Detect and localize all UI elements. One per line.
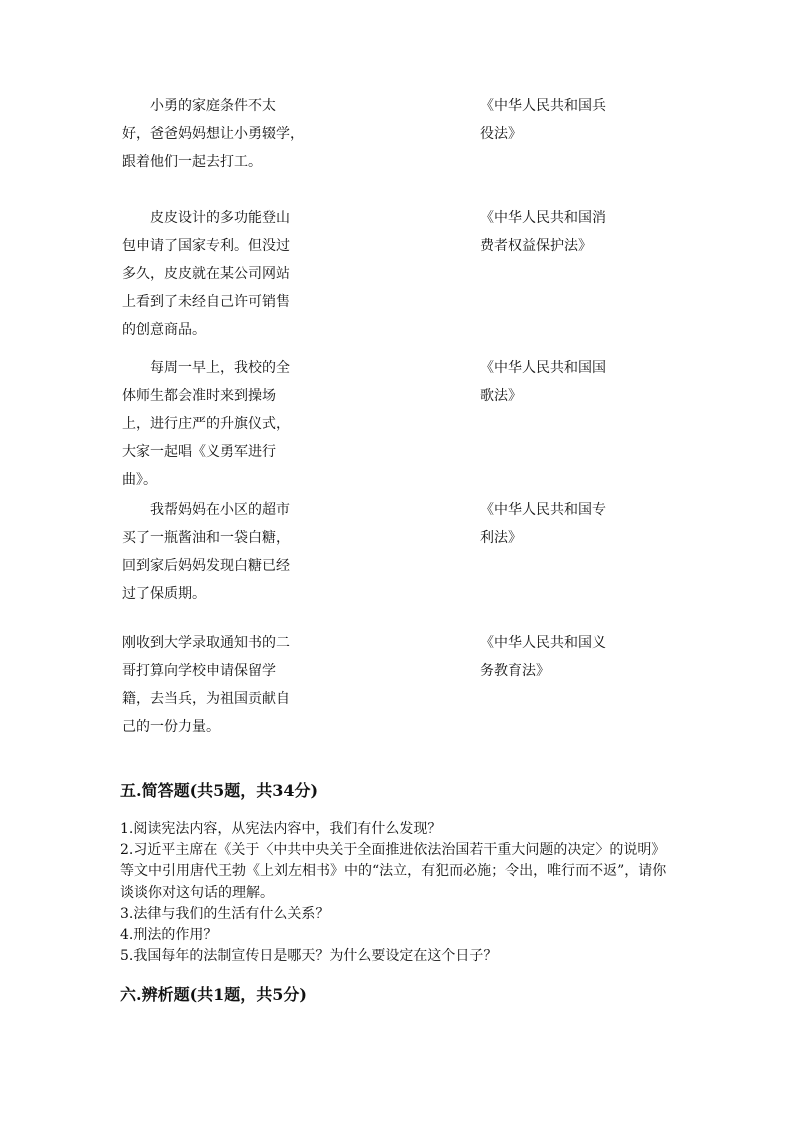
case-line: 包申请了国家专利。但没过 (122, 238, 290, 254)
case-line: 籍，去当兵，为祖国贡献自 (122, 691, 290, 707)
law-line: 《中华人民共和国专 (480, 502, 606, 518)
case-line: 皮皮设计的多功能登山 (150, 210, 290, 226)
law-line: 费者权益保护法》 (480, 238, 592, 254)
case-line: 多久，皮皮就在某公司网站 (122, 266, 290, 282)
case-line: 体师生都会准时来到操场 (122, 388, 276, 404)
case-line: 小勇的家庭条件不太 (150, 98, 276, 114)
case-text (122, 496, 312, 608)
case-line: 买了一瓶酱油和一袋白糖， (122, 530, 290, 546)
case-text (122, 354, 312, 494)
question-item: 1.阅读宪法内容，从宪法内容中，我们有什么发现？ (120, 821, 442, 837)
law-line: 《中华人民共和国国 (480, 360, 606, 376)
law-text (480, 496, 640, 552)
question-item: 4.刑法的作用？ (120, 927, 218, 944)
case-line: 大家一起唱《义勇军进行 (122, 444, 276, 460)
law-line: 务教育法》 (480, 663, 550, 679)
case-text (122, 204, 312, 344)
case-line: 我帮妈妈在小区的超市 (150, 502, 290, 518)
law-line: 役法》 (480, 126, 522, 142)
case-line: 刚收到大学录取通知书的二 (122, 635, 290, 651)
short-answer-questions (120, 819, 670, 967)
case-line: 过了保质期。 (122, 586, 206, 602)
case-line: 好，爸爸妈妈想让小勇辍学， (122, 126, 304, 142)
case-line: 回到家后妈妈发现白糖已经 (122, 558, 290, 574)
law-text (480, 354, 640, 410)
law-line: 《中华人民共和国兵 (480, 98, 606, 114)
section-6-title: 六.辨析题(共1题，共5分) (120, 985, 307, 1004)
section-5-title: 五.简答题(共5题，共34分) (120, 781, 319, 800)
law-text (480, 92, 640, 148)
law-line: 《中华人民共和国义 (480, 635, 606, 651)
case-line: 己的一份力量。 (122, 719, 220, 735)
law-line: 《中华人民共和国消 (480, 210, 606, 226)
case-line: 上看到了未经自己许可销售 (122, 294, 290, 310)
case-line: 上，进行庄严的升旗仪式， (122, 416, 290, 432)
case-line: 的创意商品。 (122, 322, 206, 338)
law-text (480, 204, 640, 260)
question-item: 2.习近平主席在《关于〈中共中央关于全面推进依法治国若干重大问题的决定〉的说明》等文中引用唐代王勃《上刘左相书》中的“法立，有犯而必施；令出，唯行而不返”，请你谈谈你对这句话的理解。 (120, 842, 667, 901)
case-line: 曲》。 (122, 472, 157, 488)
law-text (480, 629, 640, 685)
question-item: 5.我国每年的法制宣传日是哪天？为什么要设定在这个日子？ (120, 948, 498, 965)
case-line: 跟着他们一起去打工。 (122, 154, 262, 170)
case-text (122, 92, 312, 176)
law-line: 歌法》 (480, 388, 522, 404)
question-item: 3.法律与我们的生活有什么关系？ (120, 905, 330, 922)
case-line: 每周一早上，我校的全 (150, 360, 290, 376)
case-text (122, 629, 312, 741)
law-line: 利法》 (480, 530, 522, 546)
case-line: 哥打算向学校申请保留学 (122, 663, 276, 679)
